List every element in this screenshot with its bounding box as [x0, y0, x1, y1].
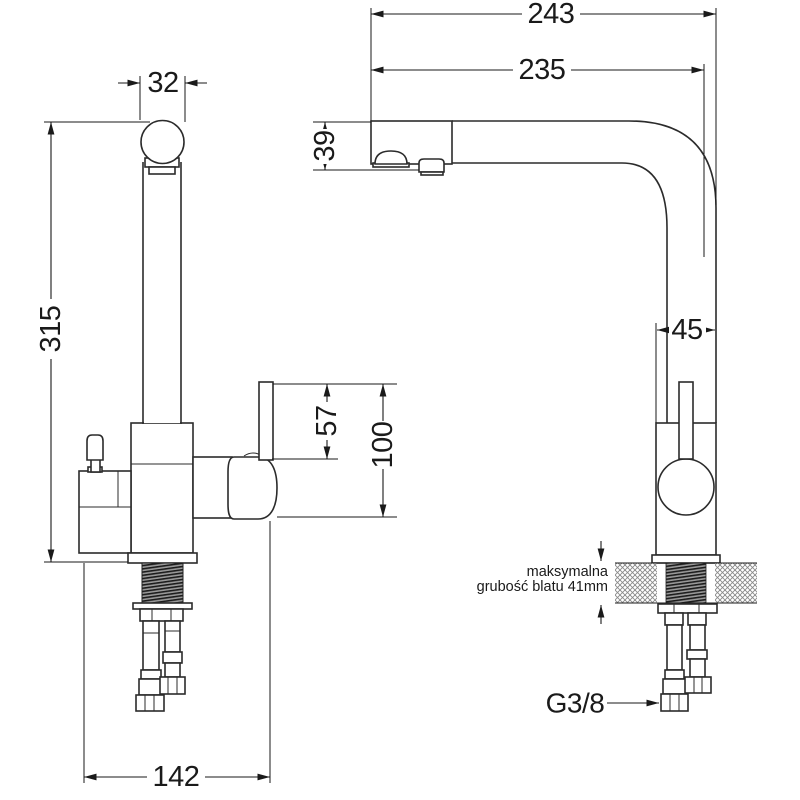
front-base-flange — [128, 553, 197, 563]
dim-label-235: 235 — [518, 54, 566, 86]
dim-label-100: 100 — [367, 421, 399, 469]
dim-label-g38: G3/8 — [545, 687, 605, 719]
front-washer — [133, 603, 192, 609]
front-knob-stem — [91, 459, 100, 472]
front-aerator-tip — [149, 167, 175, 174]
countertop-section — [615, 563, 757, 603]
front-knob — [87, 435, 103, 460]
front-spout-ball — [141, 121, 184, 164]
side-aerator-tip — [419, 159, 444, 172]
front-threaded-shank — [142, 563, 183, 603]
side-threaded-shank — [666, 563, 706, 603]
dim-label-142: 142 — [152, 761, 200, 793]
counter-note-line1: maksymalna — [526, 564, 608, 580]
side-handle-joint — [658, 459, 714, 515]
dim-label-57: 57 — [311, 405, 343, 437]
front-lever — [259, 382, 273, 460]
front-mounting-nut — [140, 609, 183, 621]
dim-label-243: 243 — [527, 0, 575, 30]
dim-label-32: 32 — [147, 67, 179, 99]
side-base-flange — [652, 555, 720, 563]
front-filter-valve — [79, 471, 131, 553]
counter-note-line2: grubość blatu 41mm — [476, 579, 608, 595]
front-handle-arm — [193, 457, 232, 518]
side-lever — [679, 382, 693, 459]
dim-label-45: 45 — [671, 314, 703, 346]
front-body — [131, 423, 193, 553]
dim-label-315: 315 — [35, 305, 67, 353]
front-handle-joint — [228, 457, 277, 519]
side-mounting-nut — [658, 604, 717, 613]
dim-label-39: 39 — [309, 130, 341, 162]
side-aerator-dome — [375, 151, 407, 164]
